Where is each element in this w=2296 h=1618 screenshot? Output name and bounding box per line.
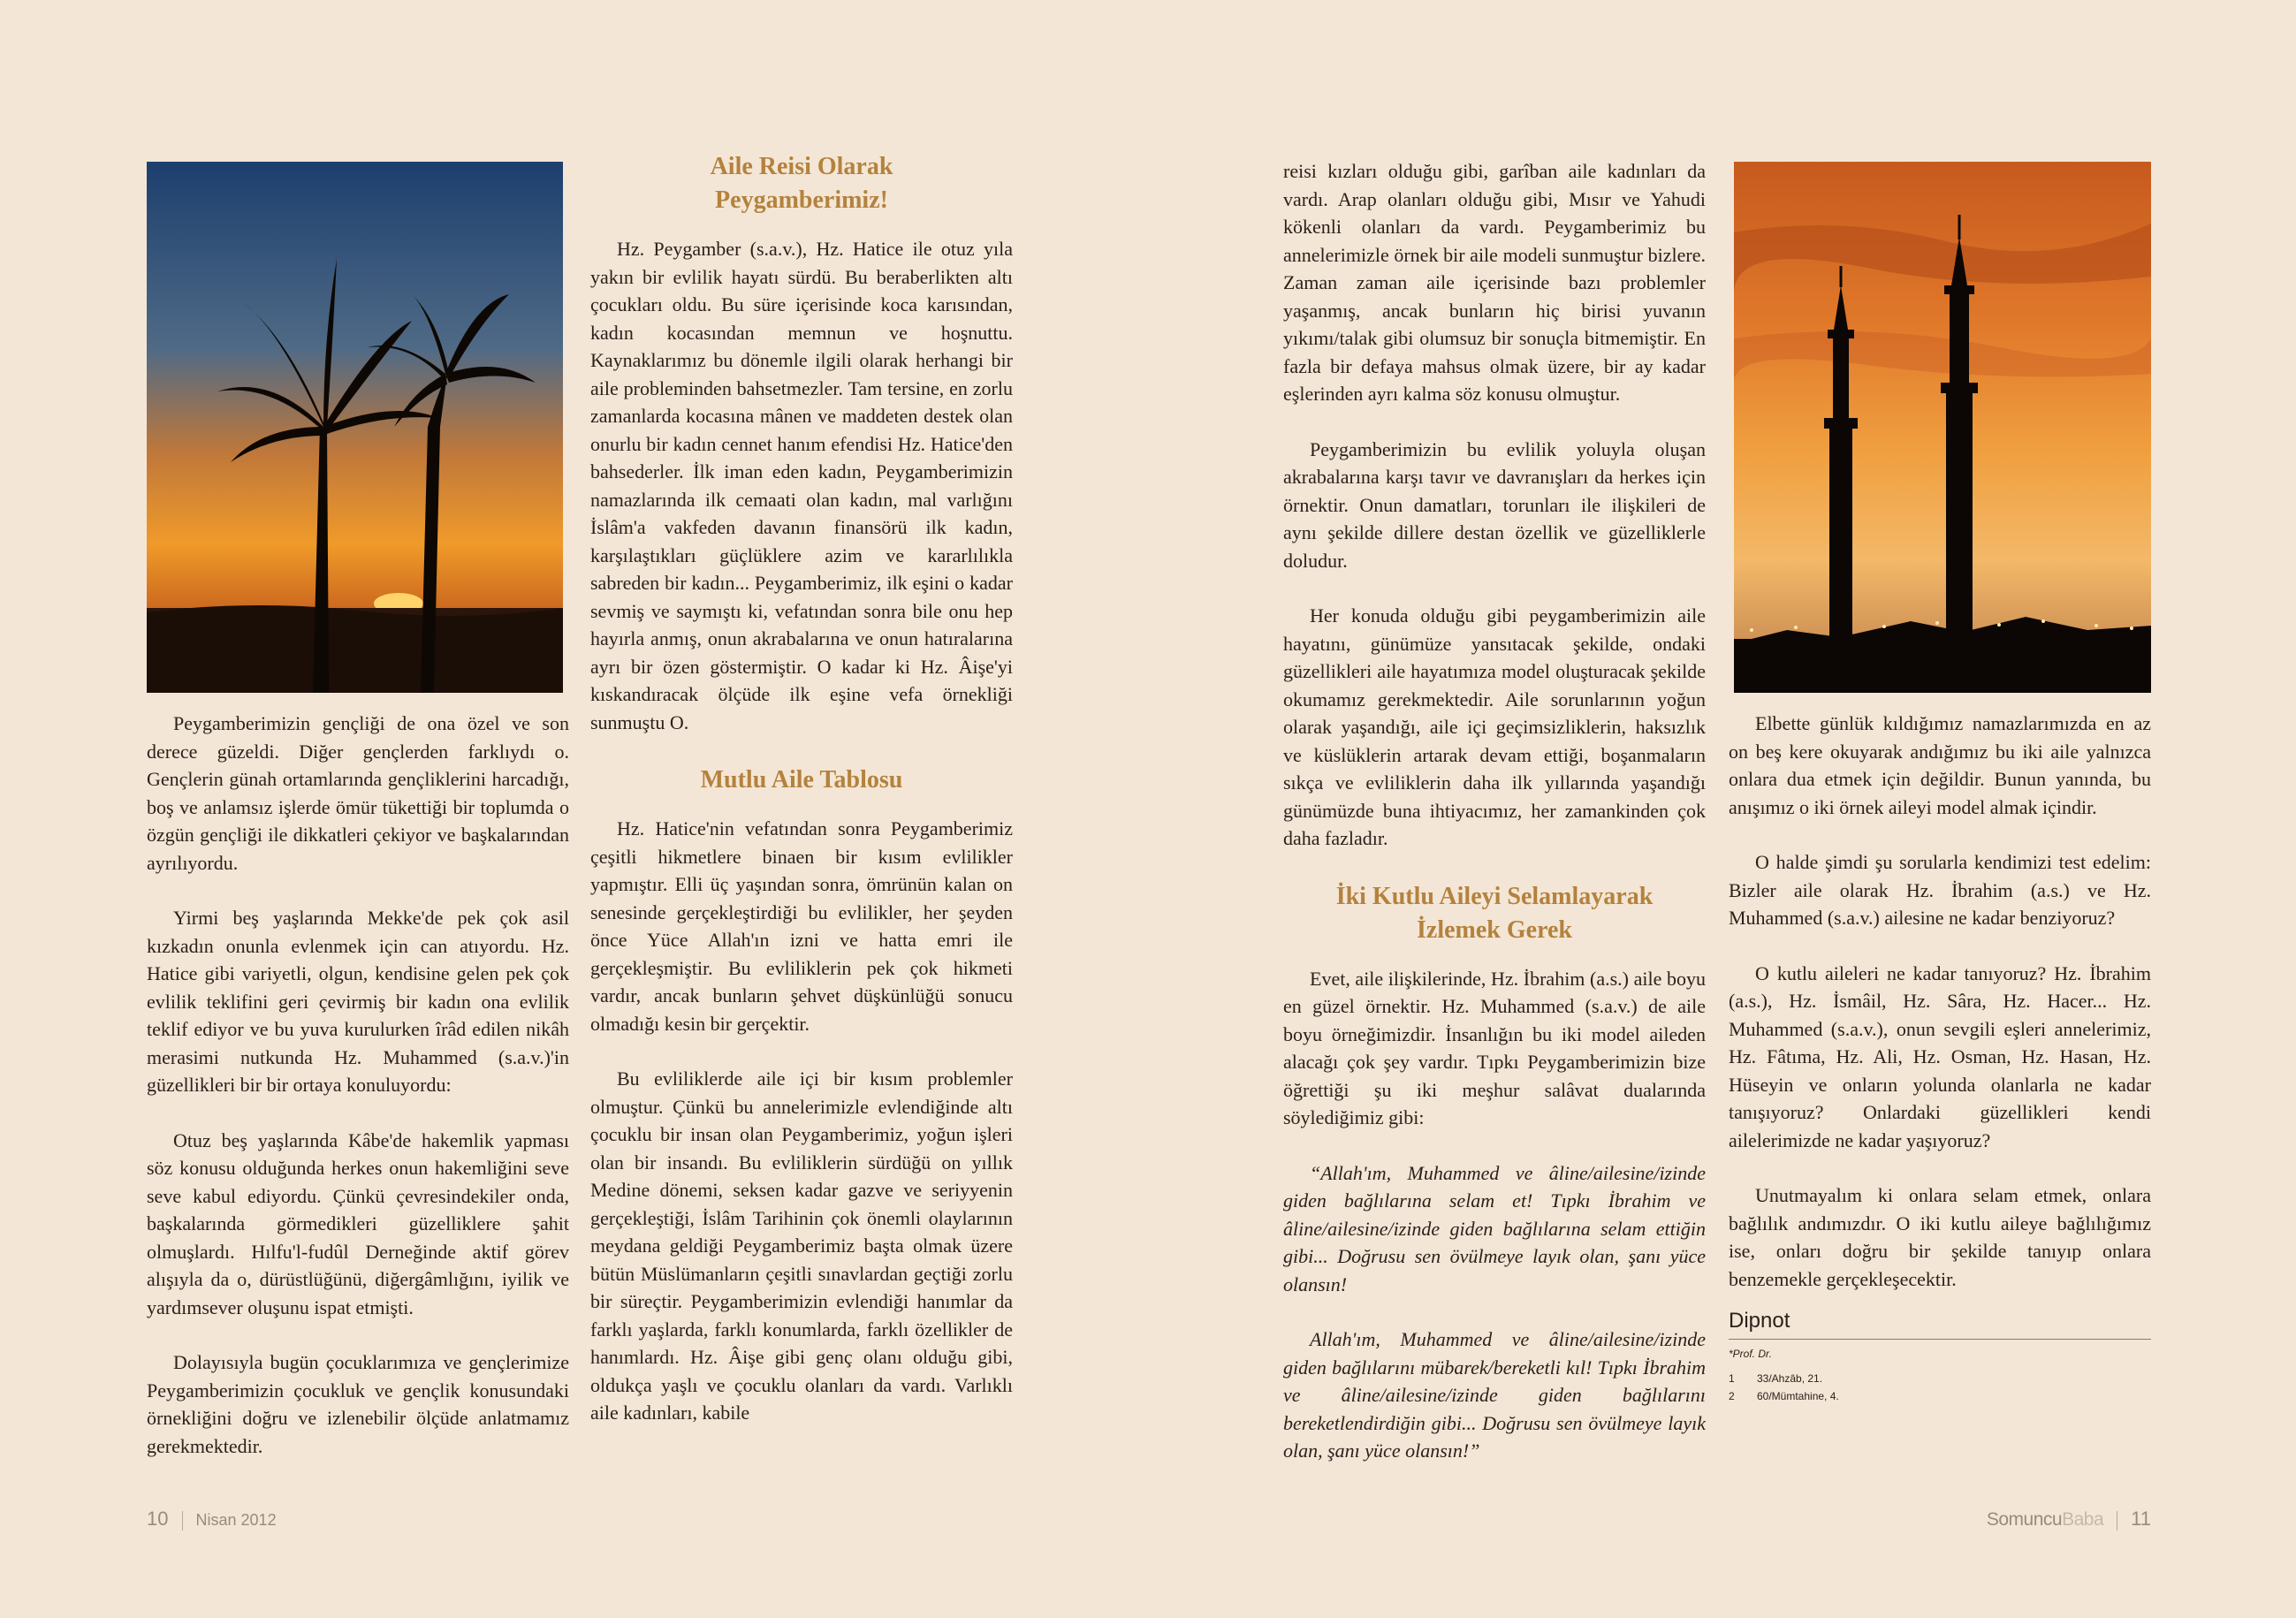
paragraph: Yirmi beş yaşlarında Mekke'de pek çok asil kızkadın onunla evlenmek için can atıyordu. Hz. Hatice gibi variyetli, olgun, kendisine gelen pek çok evlilik teklifini geri çevirmiş bir kadın ona evlilik teklif ediyor ve bu yuva kurulurken îrâd edilen nikâh merasimi nutkunda Hz. Muhammed (s.a.v.)'in güzellikleri bir bir ortaya konuluyordu: (147, 907, 569, 1096)
minarets-sunset-photo (1734, 162, 2151, 693)
left-footer (147, 1508, 277, 1531)
right-footer (1987, 1508, 2151, 1531)
paragraph: Unutmayalım ki onlara selam etmek, onlara bağlılık andımızdır. O iki kutlu aileye bağlılığımız ise, onları doğru bir şekilde tanıyıp onlara benzemekle gerçekleşecektir. (1729, 1184, 2151, 1290)
footnote-item (1729, 1387, 2151, 1405)
footnote-title: Dipnot (1729, 1309, 1790, 1333)
left-column-1 (147, 710, 569, 1487)
paragraph: Peygamberimizin gençliği de ona özel ve son derece güzeldi. Diğer gençlerden farklıydı o. Gençlerin günah ortamlarında gençliklerini harcadığı, boş ve anlamsız işlerde ömür tükettiği bir toplumda o özgün gençliği ile dikkatleri çekiyor ve başkalarından ayrılıyordu. (147, 712, 569, 874)
paragraph: Otuz beş yaşlarında Kâbe'de hakemlik yapması söz konusu olduğunda herkes onun hakemliğini seve seve kabul ediyordu. Çünkü çevresindekiler onda, başkalarında görmedikleri güzelliklere şahit olmuşlardı. Hılfu'l-fudûl Derneğinde aktif görev alışıyla da o, dürüstlüğünü, diğergâmlığını, iyilik ve yardımsever oluşunu ispat etmişti. (147, 1128, 569, 1318)
footnote-divider (1729, 1339, 2151, 1340)
footer-divider (182, 1511, 183, 1531)
brand-logo: SomuncuBaba (1986, 1509, 2104, 1530)
paragraph: Hz. Peygamber (s.a.v.), Hz. Hatice ile otuz yıla yakın bir evlilik hayatı sürdü. Bu beraberlikten altı çocukları oldu. Bu süre içerisinde koca karısından, kadın kocasından memnun ve hoşnuttu. Kaynaklarımız bu dönemle ilgili olarak herhangi bir aile probleminden bahsetmezler. Tam tersine, en zorlu zamanlarda kocasına mânen ve maddeten destek olan onurlu bir kadın cennet hanım efendisi Hz. Hatice'den bahsederler. İlk iman eden kadın, Peygamberimizin namazlarında ilk cemaati olan kadın, mal varlığını İslâm'a vakfeden davanın finansörü ilk kadın, karşılaştıkları güçlüklere azim ve kararlılıkla sabreden bir kadın... Peygamberimiz, ilk eşini o kadar sevmiş ve saymıştı ki, vefatından sonra bile onu hep hayırla anmış, onun akrabalarına ve onun hatıralarına ayrı bir özen göstermiştir. O kadar ki Hz. Âişe'yi kıskandıracak ölçüde ilk eşine vefa örnekliği sunmuştu O. (590, 238, 1013, 733)
author-note: *Prof. Dr. (1729, 1347, 1772, 1360)
palm-trees-sunset-photo (147, 162, 563, 693)
paragraph: Evet, aile ilişkilerinde, Hz. İbrahim (a.s.) aile boyu en güzel örnektir. Hz. Muhammed (s.a.v.) de aile boyu örneğimizdir. İnsanlığın bu iki model aileden alacağı çok şey vardır. Tıpkı Peygamberimizin bize öğrettiği şu iki meşhur salâvat dualarında söylediğimiz gibi: (1283, 967, 1706, 1128)
paragraph: reisi kızları olduğu gibi, garîban aile kadınları da vardı. Arap olanları olduğu gibi, Mısır ve Yahudi kökenli olanları da vardı. Peygamberimiz bu annelerimizle örnek bir aile modeli sunmuştur bizlere. Zaman zaman aile içerisinde bazı problemler yaşanmış, ancak bunların hiç birisi yuvanın yıkımı/talak gibi olumsuz bir sonuçla bitmemiştir. En fazla bir defaya mahsus olmak üzere, bir ay kadar eşlerinden ayrı kalma söz konusu olmuştur. (1283, 160, 1706, 405)
paragraph: O halde şimdi şu sorularla kendimizi test edelim: Bizler aile olarak Hz. İbrahim (a.s.) ve Hz. Muhammed (s.a.v.) ailesine ne kadar benziyoruz? (1729, 851, 2151, 929)
paragraph: Bu evliliklerde aile içi bir kısım problemler olmuştur. Çünkü bu annelerimizle evlendiğinde altı çocuklu bir insan olan Peygamberimiz, yoğun işleri olan bir insandı. Bu evliliklerin sürdüğü on yıllık Medine dönemi, seksen kadar gazve ve seriyyenin gerçekleştiği, İslâm Tarihinin çok önemli olaylarının meydana geldiği Peygamberimiz başta olmak üzere bütün Müslümanların çeşitli sınavlardan geçtiği zorlu bir süreçtir. Peygamberimizin evlendiği hanımlar da farklı yaşlarda, farklı konumlarda, farklı özellikler de hanımlardı. Hz. Âişe gibi genç olanı olduğu gibi, oldukça yaşlı ve çocuklu olanları da vardı. Varlıklı aile kadınları, kabile (590, 1067, 1013, 1424)
paragraph: O kutlu aileleri ne kadar tanıyoruz? Hz. İbrahim (a.s.), Hz. İsmâil, Hz. Sâra, Hz. Hacer... Hz. Muhammed (s.a.v.), onun sevgili eşleri annelerimiz, Hz. Fâtıma, Hz. Ali, Hz. Osman, Hz. Hasan, Hz. Hüseyin ve onların yolunda olanlarla ne kadar tanışıyoruz? Onlardaki güzellikleri kendi ailelerimizde ne kadar yaşıyoruz? (1729, 961, 2151, 1151)
footnote-item (1729, 1370, 2151, 1387)
paragraph: Dolayısıyla bugün çocuklarımıza ve gençlerimize Peygamberimizin çocukluk ve gençlik konusundaki örnekliğini doğru ve izlenebilir ölçüde anlatmamız gerekmektedir. (147, 1351, 569, 1457)
section-heading: İki Kutlu Aileyi Selamlayarak İzlemek Gerek (1335, 882, 1654, 944)
section-heading: Mutlu Aile Tablosu (700, 766, 903, 794)
quote-paragraph: Allah'ım, Muhammed ve âline/ailesine/izinde giden bağlılarını mübarek/bereketli kıl! Tıpkı İbrahim ve âline/ailesine/izinde giden bağlılarını bereketlendirdiğin gibi... Doğrusu sen övülmeye layık olan, şanı yüce olansın!” (1283, 1328, 1706, 1462)
right-column-2 (1729, 710, 2151, 1405)
quote-paragraph: “Allah'ım, Muhammed ve âline/ailesine/izinde giden bağlılarına selam et! Tıpkı İbrahim ve âline/ailesine/izinde giden bağlılarına selam ettiğin gibi... Doğrusu sen övülmeye layık olan, şanı yüce olansın! (1283, 1161, 1706, 1295)
right-column-1 (1283, 157, 1706, 1465)
footnote-text: 33/Ahzâb, 21. (1757, 1371, 1823, 1385)
paragraph: Peygamberimizin bu evlilik yoluyla oluşan akrabalarına karşı tavır ve davranışları da herkes için örnektir. Onun damatları, torunları ile ilişkileri de aynı şekilde dillere destan özellik ve güzelliklerle doludur. (1283, 437, 1706, 572)
footnote-number: 2 (1729, 1389, 1735, 1402)
page-number: 10 (147, 1508, 169, 1530)
footnote-text: 60/Mümtahine, 4. (1757, 1389, 1839, 1402)
left-column-2 (590, 150, 1013, 1427)
section-heading: Aile Reisi Olarak Peygamberimiz! (710, 153, 893, 214)
paragraph: Hz. Hatice'nin vefatından sonra Peygamberimiz çeşitli hikmetlere binaen bir kısım evlilikler yapmıştır. Elli üç yaşından sonra, ömrünün kalan on senesinde gerçekleştirdiği bu evlilikler, her şeyden önce Yüce Allah'ın izni ve hatta emri ile gerçekleşmiştir. Bu evliliklerin pek çok hikmeti vardır, ancak bunların şehvet düşkünlüğü sonucu olmadığı kesin bir gerçektir. (590, 817, 1013, 1035)
paragraph: Elbette günlük kıldığımız namazlarımızda en az on beş kere okuyarak andığımız bu iki aile yalnızca onlara dua etmek için değildir. Bunun yanında, bu anışımız o iki örnek aileyi model almak içindir. (1729, 712, 2151, 818)
paragraph: Her konuda olduğu gibi peygamberimizin aile hayatını, günümüze yansıtacak şekilde, ondaki güzellikleri aile hayatımıza model oluşturacak şekilde okumamız gerekmektedir. Aile sorunlarının yoğun olarak yaşandığı, aile içi geçimsizliklerin, haksızlık ve küslüklerin artarak devam ettiği, boşanmaların sıkça ve evliliklerin daha ilk yıllarında yaşandığı günümüzde buna ihtiyacımız, her zamankinden çok daha fazladır. (1283, 604, 1706, 849)
issue-date: Nisan 2012 (195, 1511, 277, 1529)
footnote-number: 1 (1729, 1371, 1735, 1385)
footnotes (1729, 1307, 2151, 1405)
page-number: 11 (2131, 1508, 2151, 1530)
